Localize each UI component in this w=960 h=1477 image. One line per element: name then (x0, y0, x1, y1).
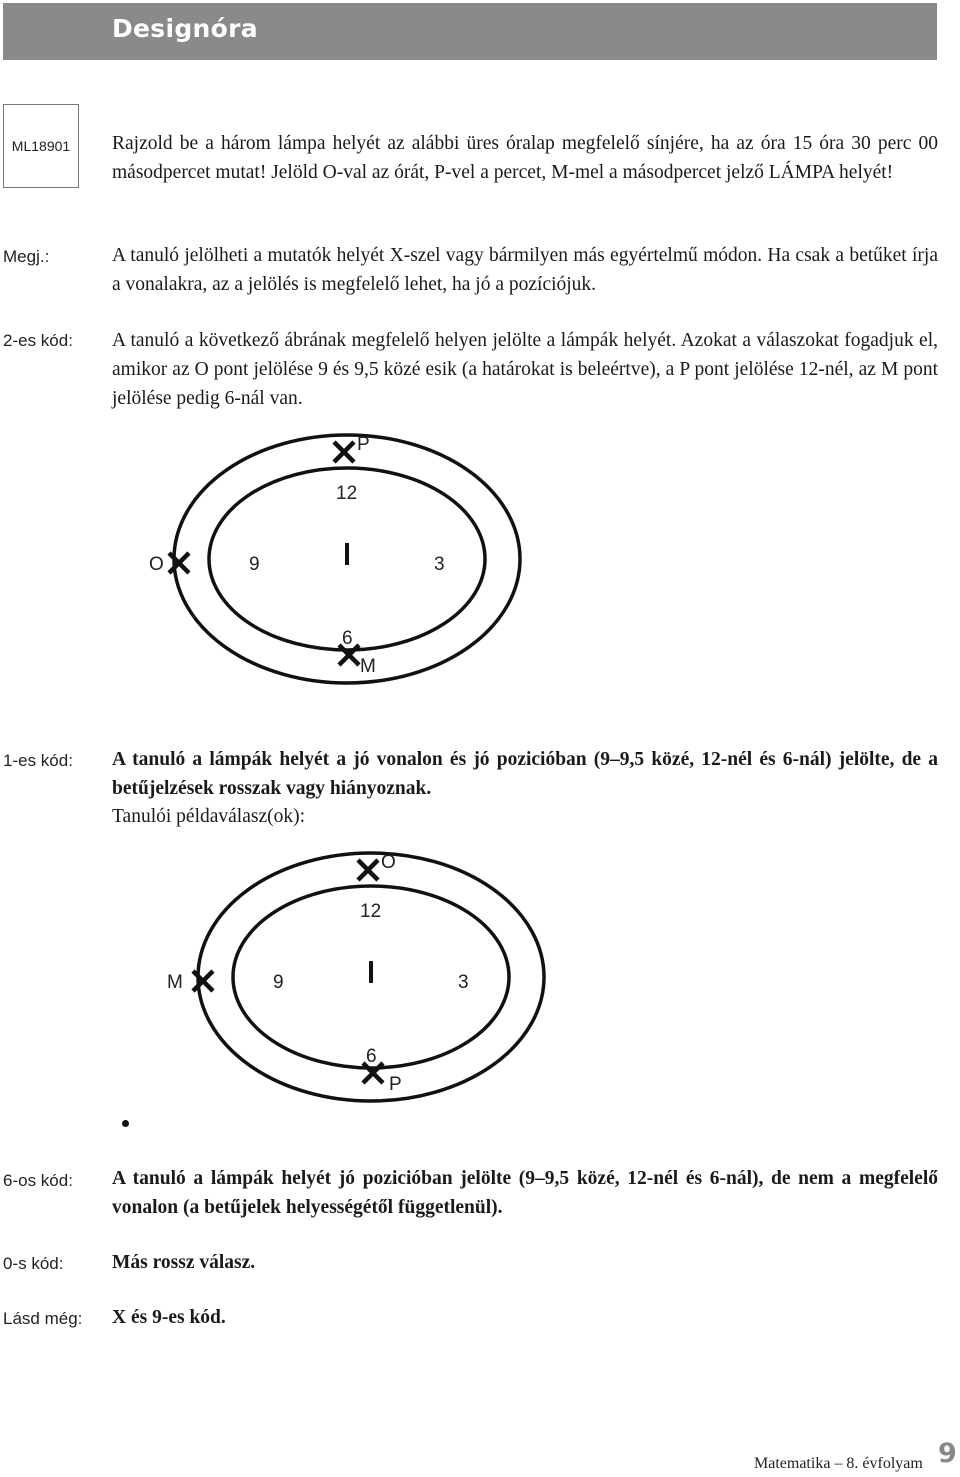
mark-label-bottom: M (360, 656, 376, 677)
label-3: 3 (434, 554, 445, 575)
code0-label: 0-s kód: (3, 1254, 64, 1273)
x-mark-left (193, 971, 213, 991)
mark-label-top: P (357, 434, 370, 455)
note-label: Megj.: (3, 247, 50, 266)
mark-label-bottom: P (389, 1074, 402, 1095)
code2-label: 2-es kód: (3, 331, 73, 350)
label-6: 6 (366, 1046, 377, 1067)
x-mark-left (169, 553, 189, 573)
label-12: 12 (360, 901, 382, 922)
page-number: 9 (938, 1438, 957, 1469)
mark-label-left: O (149, 554, 164, 575)
x-mark-top (334, 442, 354, 462)
label-9: 9 (249, 554, 260, 575)
label-12: 12 (336, 483, 358, 504)
see-also-text: X és 9-es kód. (112, 1307, 226, 1328)
footer-subject: Matematika – 8. évfolyam (754, 1455, 923, 1472)
x-mark-top (358, 860, 378, 880)
note-text: A tanuló jelölheti a mutatók helyét X-szel vagy bármilyen más egyértelmű módon. Ha csak a betűket írja a vonalakra, az a jelölés is megfelelő lehet, ha jó a pozíciójuk. (112, 245, 938, 295)
item-code-box (3, 104, 79, 188)
label-9: 9 (273, 972, 284, 993)
list-bullet (122, 1120, 129, 1127)
clock-diagram-correct (149, 425, 530, 690)
code2-text: A tanuló a következő ábrának megfelelő helyen jelölte a lámpák helyét. Azokat a válaszokat fogadjuk el, amikor az O pont jelölése 9 és 9,5 közé esik (a határokat is beleértve), a P pont jelölése 12-nél, az M pont jelölése pedig 6-nál van. (112, 330, 938, 409)
mark-label-left: M (167, 972, 183, 993)
code6-text: A tanuló a lámpák helyét jó pozicióban jelölte (9–9,5 közé, 12-nél és 6-nál), de nem a megfelelő vonalon (a betűjelek helyességétől függetlenül). (112, 1168, 938, 1218)
label-6: 6 (342, 628, 353, 649)
code1-label: 1-es kód: (3, 751, 73, 770)
see-also-label: Lásd még: (3, 1309, 83, 1328)
clock-diagram-example (167, 843, 554, 1108)
item-code: ML18901 (11, 138, 71, 154)
code1-text: A tanuló a lámpák helyét a jó vonalon és jó pozicióban (9–9,5 közé, 12-nél és 6-nál) jelölte, de a betűjelzések rosszak vagy hiányoznak. (112, 749, 938, 799)
task-text: Rajzold be a három lámpa helyét az alábbi üres óralap megfelelő sínjére, ha az óra 15 óra 30 perc 00 másodpercet mutat! Jelöld O-val az órát, P-vel a percet, M-mel a másodpercet jelző LÁMPA helyét! (112, 133, 938, 183)
mark-label-top: O (381, 852, 396, 873)
code6-label: 6-os kód: (3, 1171, 73, 1190)
page-title: Designóra (112, 14, 258, 43)
code1-examples-label: Tanulói példaválasz(ok): (112, 806, 306, 827)
code0-text: Más rossz válasz. (112, 1252, 256, 1273)
label-3: 3 (458, 972, 469, 993)
